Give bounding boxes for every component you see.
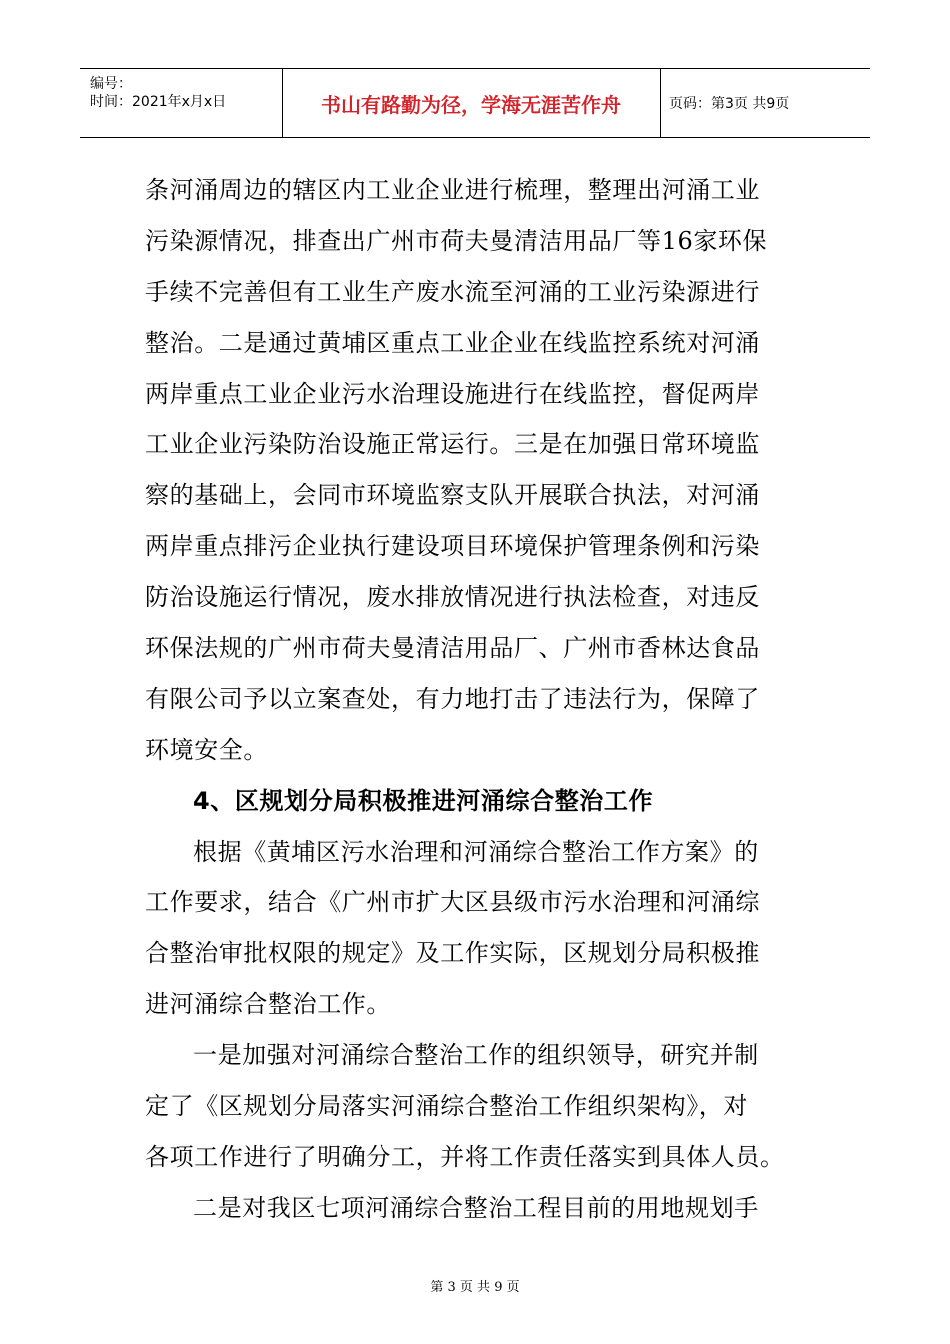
section-heading: 4、区规划分局积极推进河涌综合整治工作 <box>193 786 654 815</box>
text-line: 合整治审批权限的规定》及工作实际，区规划分局积极推 <box>145 939 760 968</box>
paragraph-first-line: 根据《黄埔区污水治理和河涌综合整治工作方案》的 <box>193 837 759 866</box>
text-line: 条河涌周边的辖区内工业企业进行梳理，整理出河涌工业 <box>145 176 760 204</box>
header-meta-cell <box>80 69 283 137</box>
text-line: 定了《区规划分局落实河涌综合整治工作组织架构》，对 <box>145 1092 748 1121</box>
text-line: 工作要求，结合《广州市扩大区县级市污水治理和河涌综 <box>145 888 760 917</box>
text-line: 各项工作进行了明确分工，并将工作责任落实到具体人员。 <box>145 1142 785 1171</box>
paragraph-first-line: 二是对我区七项河涌综合整治工程目前的用地规划手 <box>193 1193 759 1222</box>
text-line: 手续不完善但有工业生产废水流至河涌的工业污染源进行 <box>145 277 760 306</box>
text-line: 工业企业污染防治设施正常运行。三是在加强日常环境监 <box>145 430 760 459</box>
code-label: 编号： <box>90 76 132 92</box>
text-line: 防治设施运行情况，废水排放情况进行执法检查，对违反 <box>145 583 760 612</box>
text-line: 进河涌综合整治工作。 <box>145 990 391 1019</box>
text-line: 环境安全。 <box>145 735 268 764</box>
time-label: 时间：2021年x月x日 <box>90 94 227 110</box>
text-line: 两岸重点排污企业执行建设项目环境保护管理条例和污染 <box>145 532 760 561</box>
text-line: 有限公司予以立案查处，有力地打击了违法行为，保障了 <box>145 684 760 713</box>
page-header <box>80 68 870 138</box>
text-line: 察的基础上，会同市环境监察支队开展联合执法，对河涌 <box>145 481 760 510</box>
text-line: 环保法规的广州市荷夫曼清洁用品厂、广州市香林达食品 <box>145 634 760 663</box>
text-line: 污染源情况，排查出广州市荷夫曼清洁用品厂等16家环保 <box>145 226 768 255</box>
document-body <box>145 165 813 1234</box>
page-footer: 第 3 页 共 9 页 <box>430 1280 520 1295</box>
paragraph-first-line: 一是加强对河涌综合整治工作的组织领导，研究并制 <box>193 1041 759 1070</box>
text-line: 整治。二是通过黄埔区重点工业企业在线监控系统对河涌 <box>145 328 760 357</box>
text-line: 两岸重点工业企业污水治理设施进行在线监控，督促两岸 <box>145 379 760 408</box>
header-page-info: 页码：第3页 共9页 <box>669 96 790 112</box>
header-motto: 书山有路勤为径，学海无涯苦作舟 <box>282 69 661 137</box>
